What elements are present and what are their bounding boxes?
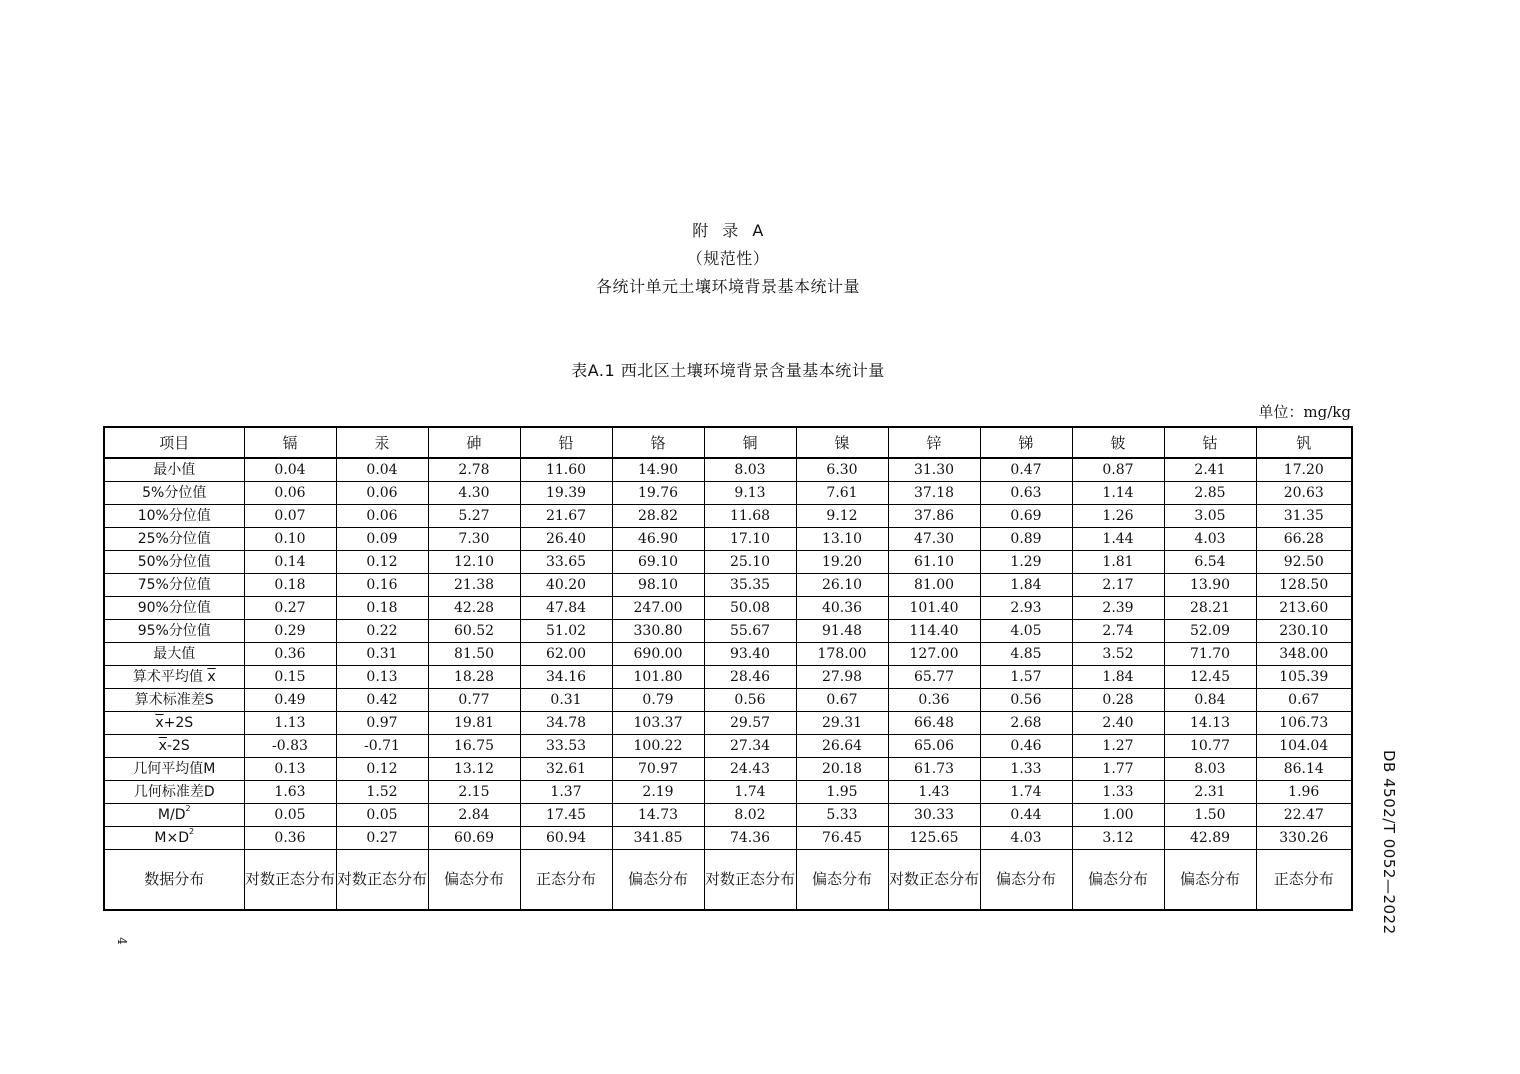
table-cell: 42.89 bbox=[1164, 827, 1256, 850]
table-cell: 55.67 bbox=[704, 620, 796, 643]
table-cell: 66.28 bbox=[1256, 528, 1352, 551]
distribution-cell: 正态分布 bbox=[1256, 850, 1352, 911]
table-cell: 71.70 bbox=[1164, 643, 1256, 666]
row-label: 50%分位值 bbox=[104, 551, 244, 574]
table-cell: 6.54 bbox=[1164, 551, 1256, 574]
table-cell: 3.12 bbox=[1072, 827, 1164, 850]
table-cell: 2.74 bbox=[1072, 620, 1164, 643]
table-cell: 9.13 bbox=[704, 482, 796, 505]
table-cell: 1.81 bbox=[1072, 551, 1164, 574]
table-cell: 28.21 bbox=[1164, 597, 1256, 620]
distribution-cell: 对数正态分布 bbox=[244, 850, 336, 911]
table-cell: 2.68 bbox=[980, 712, 1072, 735]
row-label: $M/D^2$ bbox=[104, 804, 244, 827]
table-cell: 0.05 bbox=[336, 804, 428, 827]
table-cell: 2.17 bbox=[1072, 574, 1164, 597]
table-row bbox=[104, 781, 1352, 804]
table-cell: 2.31 bbox=[1164, 781, 1256, 804]
table-cell: 0.77 bbox=[428, 689, 520, 712]
table-cell: 0.05 bbox=[244, 804, 336, 827]
table-cell: 0.56 bbox=[704, 689, 796, 712]
row-label: 几何平均值M bbox=[104, 758, 244, 781]
column-header: 铜 bbox=[704, 427, 796, 458]
distribution-cell: 正态分布 bbox=[520, 850, 612, 911]
table-cell: 1.37 bbox=[520, 781, 612, 804]
table-cell: 101.80 bbox=[612, 666, 704, 689]
table-cell: 13.12 bbox=[428, 758, 520, 781]
distribution-cell: 偏态分布 bbox=[796, 850, 888, 911]
column-header: 钒 bbox=[1256, 427, 1352, 458]
table-cell: 0.84 bbox=[1164, 689, 1256, 712]
distribution-cell: 偏态分布 bbox=[1072, 850, 1164, 911]
table-cell: 46.90 bbox=[612, 528, 704, 551]
table-cell: 1.29 bbox=[980, 551, 1072, 574]
table-cell: 1.43 bbox=[888, 781, 980, 804]
table-cell: 81.00 bbox=[888, 574, 980, 597]
table-cell: 0.56 bbox=[980, 689, 1072, 712]
column-header: 锑 bbox=[980, 427, 1072, 458]
table-cell: 0.06 bbox=[244, 482, 336, 505]
distribution-cell: 偏态分布 bbox=[980, 850, 1072, 911]
table-cell: 0.22 bbox=[336, 620, 428, 643]
table-cell: 47.30 bbox=[888, 528, 980, 551]
column-header: 汞 bbox=[336, 427, 428, 458]
table-cell: 60.52 bbox=[428, 620, 520, 643]
table-cell: 32.61 bbox=[520, 758, 612, 781]
table-cell: 0.13 bbox=[244, 758, 336, 781]
row-label: 95%分位值 bbox=[104, 620, 244, 643]
table-cell: 341.85 bbox=[612, 827, 704, 850]
table-cell: 26.40 bbox=[520, 528, 612, 551]
table-cell: 106.73 bbox=[1256, 712, 1352, 735]
table-cell: 27.98 bbox=[796, 666, 888, 689]
table-cell: 1.57 bbox=[980, 666, 1072, 689]
table-cell: 51.02 bbox=[520, 620, 612, 643]
table-cell: 247.00 bbox=[612, 597, 704, 620]
table-cell: 0.09 bbox=[336, 528, 428, 551]
table-cell: 21.38 bbox=[428, 574, 520, 597]
table-cell: 0.29 bbox=[244, 620, 336, 643]
table-cell: 10.77 bbox=[1164, 735, 1256, 758]
table-cell: 128.50 bbox=[1256, 574, 1352, 597]
table-cell: 7.30 bbox=[428, 528, 520, 551]
table-cell: 0.44 bbox=[980, 804, 1072, 827]
table-row bbox=[104, 528, 1352, 551]
table-cell: 1.95 bbox=[796, 781, 888, 804]
table-cell: 98.10 bbox=[612, 574, 704, 597]
table-row bbox=[104, 551, 1352, 574]
table-cell: 0.63 bbox=[980, 482, 1072, 505]
table-cell: 1.33 bbox=[1072, 781, 1164, 804]
table-cell: 34.78 bbox=[520, 712, 612, 735]
table-cell: 27.34 bbox=[704, 735, 796, 758]
table-cell: 103.37 bbox=[612, 712, 704, 735]
table-cell: 6.30 bbox=[796, 458, 888, 482]
table-cell: 1.84 bbox=[1072, 666, 1164, 689]
table-cell: 60.94 bbox=[520, 827, 612, 850]
table-cell: 29.57 bbox=[704, 712, 796, 735]
table-cell: 37.18 bbox=[888, 482, 980, 505]
appendix-heading: 附 录 A bbox=[692, 221, 764, 240]
table-cell: 114.40 bbox=[888, 620, 980, 643]
table-cell: 1.50 bbox=[1164, 804, 1256, 827]
table-cell: 0.18 bbox=[336, 597, 428, 620]
row-label: $\overline{x}-2S$ bbox=[104, 735, 244, 758]
table-cell: 8.03 bbox=[704, 458, 796, 482]
table-cell: 0.10 bbox=[244, 528, 336, 551]
table-cell: 4.30 bbox=[428, 482, 520, 505]
table-cell: 0.12 bbox=[336, 551, 428, 574]
table-cell: -0.71 bbox=[336, 735, 428, 758]
table-cell: 60.69 bbox=[428, 827, 520, 850]
table-cell: 12.10 bbox=[428, 551, 520, 574]
appendix-title: 各统计单元土壤环境背景基本统计量 bbox=[595, 277, 860, 296]
table-cell: 0.04 bbox=[336, 458, 428, 482]
table-cell: 70.97 bbox=[612, 758, 704, 781]
page-number: 4 bbox=[114, 937, 129, 945]
table-cell: 33.53 bbox=[520, 735, 612, 758]
table-cell: 22.47 bbox=[1256, 804, 1352, 827]
table-cell: 19.81 bbox=[428, 712, 520, 735]
table-cell: 0.28 bbox=[1072, 689, 1164, 712]
table-cell: 0.16 bbox=[336, 574, 428, 597]
table-cell: 4.85 bbox=[980, 643, 1072, 666]
table-cell: 3.05 bbox=[1164, 505, 1256, 528]
table-cell: 1.14 bbox=[1072, 482, 1164, 505]
table-cell: 178.00 bbox=[796, 643, 888, 666]
table-cell: 1.27 bbox=[1072, 735, 1164, 758]
distribution-cell: 对数正态分布 bbox=[704, 850, 796, 911]
table-cell: 40.36 bbox=[796, 597, 888, 620]
table-cell: 2.15 bbox=[428, 781, 520, 804]
table-cell: 34.16 bbox=[520, 666, 612, 689]
row-label: $\overline{x}+2S$ bbox=[104, 712, 244, 735]
table-cell: 0.14 bbox=[244, 551, 336, 574]
unit-label: 单位：mg/kg bbox=[1258, 403, 1351, 421]
table-cell: 31.35 bbox=[1256, 505, 1352, 528]
table-cell: 2.84 bbox=[428, 804, 520, 827]
table-cell: 0.36 bbox=[244, 827, 336, 850]
table-row bbox=[104, 735, 1352, 758]
table-row bbox=[104, 758, 1352, 781]
column-header: 砷 bbox=[428, 427, 520, 458]
table-cell: 74.36 bbox=[704, 827, 796, 850]
table-cell: 0.12 bbox=[336, 758, 428, 781]
table-cell: 0.89 bbox=[980, 528, 1072, 551]
table-cell: 0.97 bbox=[336, 712, 428, 735]
table-row bbox=[104, 597, 1352, 620]
table-row bbox=[104, 458, 1352, 482]
table-cell: 0.27 bbox=[336, 827, 428, 850]
table-cell: 0.27 bbox=[244, 597, 336, 620]
table-cell: 3.52 bbox=[1072, 643, 1164, 666]
table-cell: 65.77 bbox=[888, 666, 980, 689]
row-label: $M\times D^2$ bbox=[104, 827, 244, 850]
table-cell: 0.67 bbox=[796, 689, 888, 712]
table-cell: 2.93 bbox=[980, 597, 1072, 620]
column-header: 镍 bbox=[796, 427, 888, 458]
table-row bbox=[104, 482, 1352, 505]
table-cell: 8.02 bbox=[704, 804, 796, 827]
table-cell: 1.33 bbox=[980, 758, 1072, 781]
table-cell: 2.85 bbox=[1164, 482, 1256, 505]
table-cell: 0.04 bbox=[244, 458, 336, 482]
table-cell: 0.67 bbox=[1256, 689, 1352, 712]
column-header: 锌 bbox=[888, 427, 980, 458]
table-cell: 16.75 bbox=[428, 735, 520, 758]
table-cell: 52.09 bbox=[1164, 620, 1256, 643]
row-label: 5%分位值 bbox=[104, 482, 244, 505]
table-cell: 0.18 bbox=[244, 574, 336, 597]
table-cell: 127.00 bbox=[888, 643, 980, 666]
table-cell: 19.20 bbox=[796, 551, 888, 574]
table-cell: 0.06 bbox=[336, 482, 428, 505]
table-cell: 2.41 bbox=[1164, 458, 1256, 482]
table-cell: 91.48 bbox=[796, 620, 888, 643]
table-cell: 213.60 bbox=[1256, 597, 1352, 620]
table-cell: 1.13 bbox=[244, 712, 336, 735]
column-header-item: 项目 bbox=[104, 427, 244, 458]
table-cell: 47.84 bbox=[520, 597, 612, 620]
table-cell: 5.27 bbox=[428, 505, 520, 528]
distribution-cell: 偏态分布 bbox=[428, 850, 520, 911]
table-cell: 100.22 bbox=[612, 735, 704, 758]
column-header: 铍 bbox=[1072, 427, 1164, 458]
table-cell: 0.06 bbox=[336, 505, 428, 528]
table-cell: 2.39 bbox=[1072, 597, 1164, 620]
distribution-cell: 对数正态分布 bbox=[888, 850, 980, 911]
table-cell: 24.43 bbox=[704, 758, 796, 781]
table-cell: 1.26 bbox=[1072, 505, 1164, 528]
column-header: 铬 bbox=[612, 427, 704, 458]
table-row bbox=[104, 574, 1352, 597]
row-label: 最大值 bbox=[104, 643, 244, 666]
table-cell: 8.03 bbox=[1164, 758, 1256, 781]
column-header: 铅 bbox=[520, 427, 612, 458]
table-cell: 69.10 bbox=[612, 551, 704, 574]
table-cell: 690.00 bbox=[612, 643, 704, 666]
table-cell: 0.31 bbox=[336, 643, 428, 666]
table-cell: 0.87 bbox=[1072, 458, 1164, 482]
distribution-cell: 偏态分布 bbox=[1164, 850, 1256, 911]
table-cell: 19.39 bbox=[520, 482, 612, 505]
appendix-nature: （规范性） bbox=[686, 249, 770, 268]
table-cell: 26.10 bbox=[796, 574, 888, 597]
row-label: 25%分位值 bbox=[104, 528, 244, 551]
table-cell: 1.00 bbox=[1072, 804, 1164, 827]
statistics-table bbox=[103, 426, 1353, 911]
row-label: 算术标准差S bbox=[104, 689, 244, 712]
table-cell: 26.64 bbox=[796, 735, 888, 758]
table-cell: -0.83 bbox=[244, 735, 336, 758]
table-cell: 62.00 bbox=[520, 643, 612, 666]
table-cell: 1.74 bbox=[704, 781, 796, 804]
table-cell: 125.65 bbox=[888, 827, 980, 850]
table-cell: 0.07 bbox=[244, 505, 336, 528]
table-cell: 25.10 bbox=[704, 551, 796, 574]
table-cell: 61.73 bbox=[888, 758, 980, 781]
row-label: 数据分布 bbox=[104, 850, 244, 911]
table-cell: 105.39 bbox=[1256, 666, 1352, 689]
table-cell: 2.40 bbox=[1072, 712, 1164, 735]
table-cell: 4.03 bbox=[980, 827, 1072, 850]
table-row bbox=[104, 620, 1352, 643]
row-label: 最小值 bbox=[104, 458, 244, 482]
table-cell: 28.82 bbox=[612, 505, 704, 528]
table-cell: 1.63 bbox=[244, 781, 336, 804]
column-header: 钴 bbox=[1164, 427, 1256, 458]
table-cell: 1.84 bbox=[980, 574, 1072, 597]
table-cell: 17.45 bbox=[520, 804, 612, 827]
table-cell: 50.08 bbox=[704, 597, 796, 620]
table-cell: 30.33 bbox=[888, 804, 980, 827]
table-cell: 7.61 bbox=[796, 482, 888, 505]
table-cell: 0.15 bbox=[244, 666, 336, 689]
table-row bbox=[104, 666, 1352, 689]
table-cell: 17.10 bbox=[704, 528, 796, 551]
table-cell: 1.52 bbox=[336, 781, 428, 804]
table-cell: 33.65 bbox=[520, 551, 612, 574]
table-cell: 13.90 bbox=[1164, 574, 1256, 597]
table-cell: 14.13 bbox=[1164, 712, 1256, 735]
table-cell: 14.90 bbox=[612, 458, 704, 482]
table-cell: 2.19 bbox=[612, 781, 704, 804]
table-cell: 29.31 bbox=[796, 712, 888, 735]
table-row bbox=[104, 804, 1352, 827]
table-cell: 18.28 bbox=[428, 666, 520, 689]
table-row bbox=[104, 505, 1352, 528]
table-cell: 1.74 bbox=[980, 781, 1072, 804]
table-row bbox=[104, 689, 1352, 712]
row-label: 75%分位值 bbox=[104, 574, 244, 597]
table-cell: 40.20 bbox=[520, 574, 612, 597]
table-row bbox=[104, 827, 1352, 850]
table-cell: 5.33 bbox=[796, 804, 888, 827]
document-id: DB 4502/T 0052—2022 bbox=[1380, 750, 1398, 935]
table-cell: 1.77 bbox=[1072, 758, 1164, 781]
table-caption: 表A.1 西北区土壤环境背景含量基本统计量 bbox=[571, 361, 885, 380]
table-cell: 11.68 bbox=[704, 505, 796, 528]
table-row bbox=[104, 643, 1352, 666]
table-cell: 0.47 bbox=[980, 458, 1072, 482]
distribution-cell: 偏态分布 bbox=[612, 850, 704, 911]
table-cell: 61.10 bbox=[888, 551, 980, 574]
table-cell: 0.36 bbox=[244, 643, 336, 666]
table-cell: 86.14 bbox=[1256, 758, 1352, 781]
table-cell: 17.20 bbox=[1256, 458, 1352, 482]
table-cell: 348.00 bbox=[1256, 643, 1352, 666]
table-cell: 37.86 bbox=[888, 505, 980, 528]
table-cell: 31.30 bbox=[888, 458, 980, 482]
table-cell: 4.03 bbox=[1164, 528, 1256, 551]
table-cell: 0.46 bbox=[980, 735, 1072, 758]
table-cell: 65.06 bbox=[888, 735, 980, 758]
table-cell: 0.42 bbox=[336, 689, 428, 712]
table-cell: 0.49 bbox=[244, 689, 336, 712]
distribution-cell: 对数正态分布 bbox=[336, 850, 428, 911]
table-cell: 20.18 bbox=[796, 758, 888, 781]
table-cell: 0.79 bbox=[612, 689, 704, 712]
table-cell: 11.60 bbox=[520, 458, 612, 482]
table-cell: 0.69 bbox=[980, 505, 1072, 528]
table-cell: 2.78 bbox=[428, 458, 520, 482]
table-cell: 12.45 bbox=[1164, 666, 1256, 689]
row-label: 算术平均值 $\overline{x}$ bbox=[104, 666, 244, 689]
table-cell: 1.44 bbox=[1072, 528, 1164, 551]
table-cell: 21.67 bbox=[520, 505, 612, 528]
table-cell: 76.45 bbox=[796, 827, 888, 850]
table-cell: 0.36 bbox=[888, 689, 980, 712]
table-cell: 13.10 bbox=[796, 528, 888, 551]
table-cell: 66.48 bbox=[888, 712, 980, 735]
table-cell: 19.76 bbox=[612, 482, 704, 505]
table-row bbox=[104, 712, 1352, 735]
table-cell: 330.80 bbox=[612, 620, 704, 643]
distribution-row bbox=[104, 850, 1352, 911]
column-header: 镉 bbox=[244, 427, 336, 458]
row-label: 90%分位值 bbox=[104, 597, 244, 620]
table-cell: 230.10 bbox=[1256, 620, 1352, 643]
table-cell: 28.46 bbox=[704, 666, 796, 689]
table-cell: 42.28 bbox=[428, 597, 520, 620]
row-label: 几何标准差D bbox=[104, 781, 244, 804]
table-cell: 93.40 bbox=[704, 643, 796, 666]
table-cell: 20.63 bbox=[1256, 482, 1352, 505]
table-cell: 104.04 bbox=[1256, 735, 1352, 758]
table-cell: 101.40 bbox=[888, 597, 980, 620]
table-cell: 330.26 bbox=[1256, 827, 1352, 850]
table-cell: 92.50 bbox=[1256, 551, 1352, 574]
table-cell: 9.12 bbox=[796, 505, 888, 528]
table-cell: 35.35 bbox=[704, 574, 796, 597]
table-cell: 81.50 bbox=[428, 643, 520, 666]
table-cell: 4.05 bbox=[980, 620, 1072, 643]
row-label: 10%分位值 bbox=[104, 505, 244, 528]
table-cell: 1.96 bbox=[1256, 781, 1352, 804]
table-cell: 14.73 bbox=[612, 804, 704, 827]
table-header-row bbox=[104, 427, 1352, 458]
table-cell: 0.31 bbox=[520, 689, 612, 712]
table-cell: 0.13 bbox=[336, 666, 428, 689]
